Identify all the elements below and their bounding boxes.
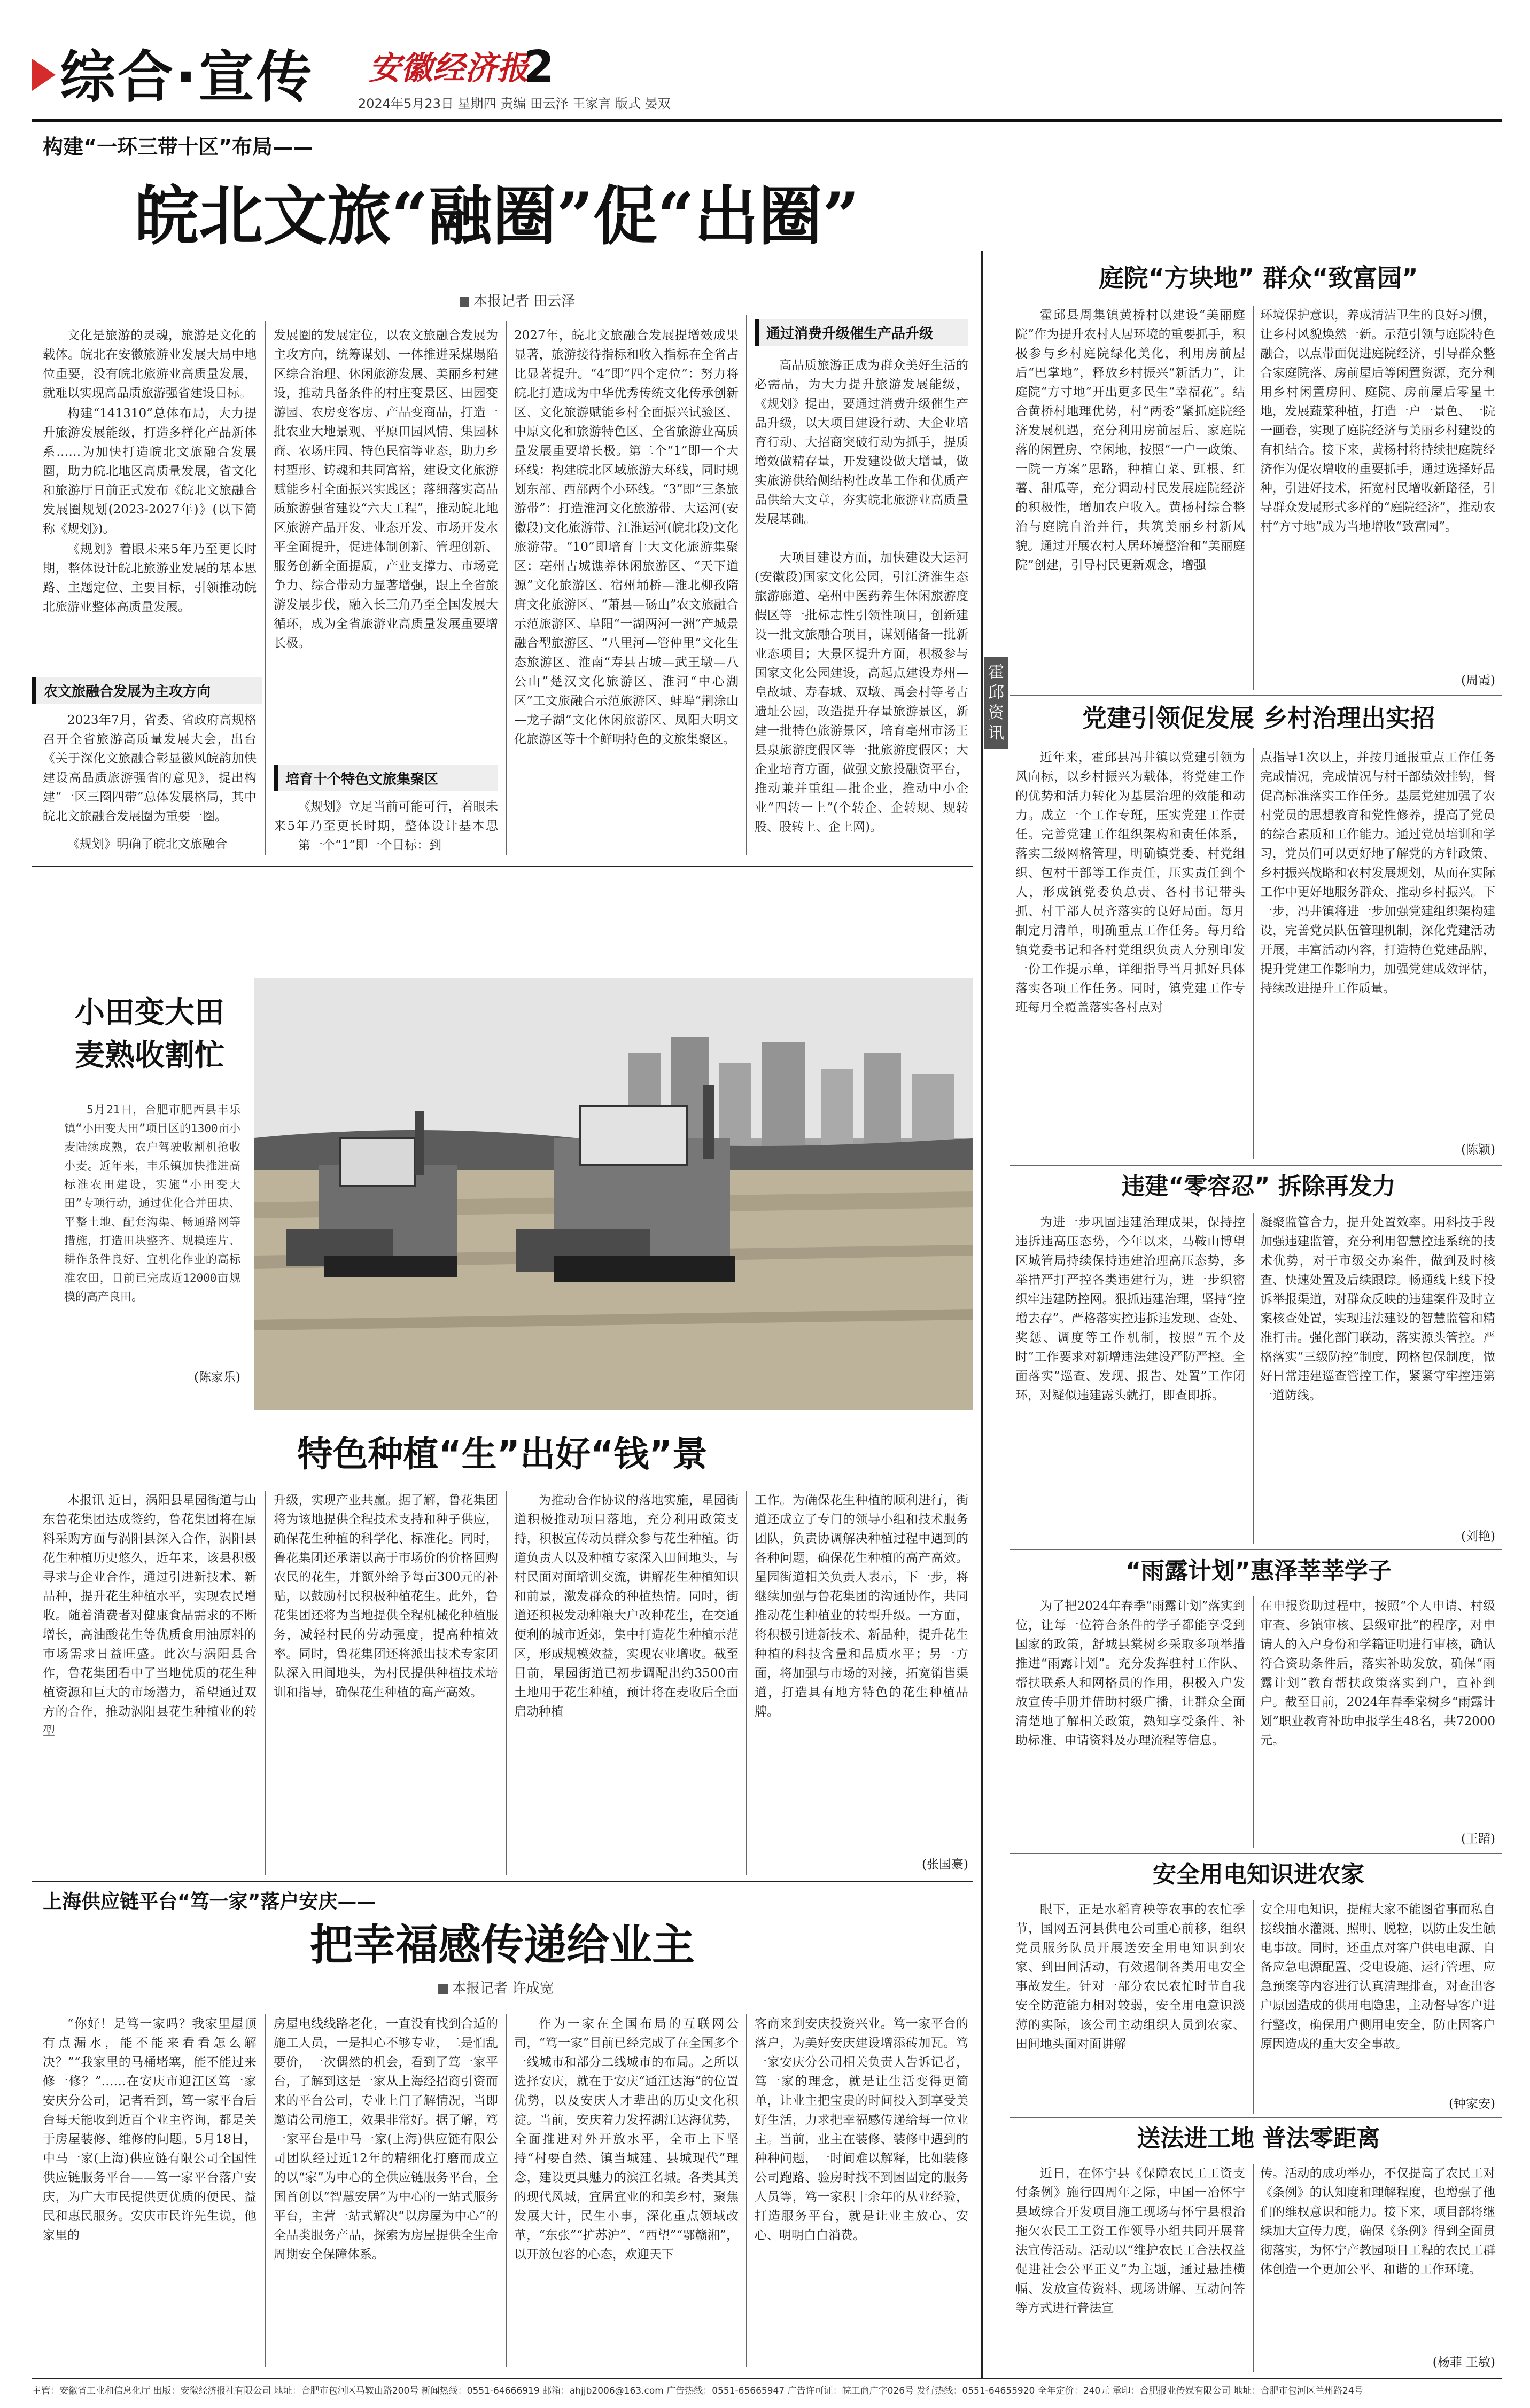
sidebar-s1-credit: (周霞) xyxy=(1461,674,1495,688)
sidebar-s5-credit: (钟家安) xyxy=(1449,2097,1495,2111)
sidebar-s3-credit: (刘艳) xyxy=(1461,1530,1495,1544)
supply-col1: “你好！是笃一家吗？我家里屋顶有点漏水，能不能来看看怎么解决？”“我家里的马桶堵塞，能不能过来修一修？”……在安庆市迎江区笃一家安庆分公司，记者看到，笃一家平台后台每天能收到近百个业主咨询，都是关于房屋装修、维修的问题。5月18日，中马一家(上海)供应链有限公司全国性供应链服务平台——笃一家平台落户安庆，为广大市民提供更优质的便民、益民和惠民服务。安庆市民许先生说，他家里的 xyxy=(43,2017,257,2242)
sidebar-s4-divider xyxy=(1253,1596,1254,1848)
photo-title-line-1: 小田变大田 xyxy=(75,995,224,1030)
photo-caption: 5月21日，合肥市肥西县丰乐镇“小田变大田”项目区的1300亩小麦陆续成熟，农户驾驶收割机抢收小麦。近年来，丰乐镇加快推进高标准农田建设，实施“小田变大田”专项行动，通过优化合并田块、平整土地、配套沟渠、畅通路网等措施，打造田块整齐、规模连片、耕作条件良好、宜机化作业的高标准农田，目前已完成近12000亩规模的高产良田。 xyxy=(64,1103,240,1303)
sidebar-s3-title: 违建“零容忍” 拆除再发力 xyxy=(1121,1173,1396,1200)
peanut-credit: (张国豪) xyxy=(922,1858,968,1872)
photo-title-line-2: 麦熟收割忙 xyxy=(75,1038,224,1073)
sidebar-s5-divider xyxy=(1253,1900,1254,2114)
lead-divider-2 xyxy=(506,321,507,855)
sidebar-s2-rule xyxy=(1010,1165,1502,1166)
sidebar-s6-credit: (杨菲 王敏) xyxy=(1432,2356,1495,2370)
sidebar-s1-rule xyxy=(1010,695,1502,696)
sidebar-s6-title: 送法进工地 普法零距离 xyxy=(1137,2125,1380,2152)
supply-kicker: 上海供应链平台“笃一家”落户安庆—— xyxy=(43,1891,376,1913)
byline-text: 本报记者 许成宽 xyxy=(452,1981,554,1997)
lead-col2-p3: 第一个“1”即一个目标：到 xyxy=(298,838,442,852)
peanut-bottom-rule xyxy=(32,1881,973,1882)
sidebar-s1-title: 庭院“方块地” 群众“致富园” xyxy=(1099,263,1418,292)
byline-text: 本报记者 田云泽 xyxy=(473,293,576,309)
sidebar-s1-col-b: 环境保护意识，养成清洁卫生的良好习惯，让乡村风貌焕然一新。示范引领与庭院特色融合，以点带面促进庭院经济，引导群众整合家庭院落、房前屋后等闲置资源，充分利用乡村闲置房间、庭院、房前屋后零星土地，发展蔬菜种植，打造一户一景色、一院一画卷，实现了庭院经济与美丽乡村建设的有机结合。接下来，黄杨村将持续把庭院经济作为促农增收的重要抓手，通过选择好品种，引进好技术，拓宽村民增收新路径，引导群众发展形式多样的“庭院经济”，推动农村“方寸地”成为当地增收“致富园”。 xyxy=(1260,308,1495,534)
peanut-col4: 工作。为确保花生种植的顺利进行，街道还成立了专门的领导小组和技术服务团队，负责协调解决种植过程中遇到的各种问题，确保花生种植的高产高效。星园街道相关负责人表示，下一步，将继续加强与鲁花集团的沟通协作，共同推动花生种植业的转型升级。一方面，将积极引进新技术、新品种，提升花生种植的科技含量和品质水平；另一方面，将加强与市场的对接，拓宽销售渠道，打造具有地方特色的花生种植品牌。 xyxy=(755,1493,968,1719)
lead-col2-p2: 《规划》立足当前可能可行，着眼未来5年乃至更长时期，整体设计基本思 xyxy=(274,800,498,833)
peanut-col1: 本报讯 近日，涡阳县星园街道与山东鲁花集团达成签约，鲁花集团将在原料采购方面与涡阳县深入合作，涡阳县花生种植历史悠久，近年来，该县积极寻求与企业合作，通过引进新技术、新品种，提升花生种植水平，实现农民增收。随着消费者对健康食品需求的不断增长，高油酸花生等优质食用油原料的市场需求日益旺盛。此次与涡阳县合作，鲁花集团看中了当地优质的花生种植资源和巨大的市场潜力，希望通过双方的合作，推动涡阳县花生种植业的转型 xyxy=(43,1493,257,1738)
byline-square-icon xyxy=(460,297,469,307)
sidebar-left-border xyxy=(981,251,983,2378)
sidebar-s3-col-a: 为进一步巩固违建治理成果，保持控违拆违高压态势，今年以来，马鞍山博望区城管局持续保持违建治理高压态势，多举措严打严控各类违建行为，进一步织密织牢违建防控网。狠抓违建治理，坚持“控增去存”。严格落实控违拆违发现、查处、奖惩、调度等工作机制，按照“五个及时”工作要求对新增违法建设严防严控。全面落实“巡查、发现、报告、处置”工作闭环，对疑似违建露头就打，即查即拆。 xyxy=(1015,1215,1245,1402)
supply-divider-1 xyxy=(265,2014,266,2367)
sidebar-s1-col-a: 霍邱县周集镇黄桥村以建设“美丽庭院”作为提升农村人居环境的重要抓手，积极参与乡村庭院绿化美化，利用房前屋后“巴掌地”，释放乡村振兴“新活力”，让庭院“方寸地”开出更多民生“幸福花”。结合黄桥村地理优势，村“两委”紧抓庭院经济发展机遇，充分利用房前屋后、家庭院落的闲置房、空闲地，按照“一户一政策、一院一方案”思路，种植白菜、豇根、红薯、甜瓜等，充分调动村民发展庭院经济的积极性，增加农户收入。黄杨村综合整治与庭院自治并行，共筑美丽乡村新风貌。通过开展农村人居环境整治和“美丽庭院”创建，引导村民更新观念，增强 xyxy=(1015,308,1245,572)
masthead xyxy=(0,0,1530,144)
lead-subhead-2: 培育十个特色文旅集聚区 xyxy=(274,765,498,791)
sidebar-s2-title: 党建引领促发展 乡村治理出实招 xyxy=(1082,704,1435,732)
lead-col4-p1: 高品质旅游正成为群众美好生活的必需品，为大力提升旅游发展能级，《规划》提出，要通过消费升级催生产品升级，以大项目建设行动、大企业培育行动、大招商突破行动为抓手，提质增效做精存量，开发建设做大增量，做实旅游供给侧结构性改革工作和优质产品供给大文章，夯实皖北旅游业高质量发展基础。 xyxy=(755,359,968,526)
supply-col4: 客商来到安庆投资兴业。笃一家平台的落户，为美好安庆建设增添砖加瓦。笃一家安庆分公司相关负责人告诉记者，笃一家的理念，就是让生活变得更简单，让业主把宝贵的时间投入到享受美好生活，力求把幸福感传递给每一位业主。当前，业主在装修、装修中遇到的种种问题，一时间难以解释，比如装修公司跑路、验房时找不到困固定的服务人员等，笃一家积十余年的从业经验，打造服务平台，就是让业主放心、安心、明明白白消费。 xyxy=(755,2017,968,2242)
supply-byline xyxy=(438,1980,554,1997)
sidebar-s4-title: “雨露计划”惠泽莘莘学子 xyxy=(1125,1557,1392,1585)
lead-col4-p2: 大项目建设方面，加快建设大运河(安徽段)国家文化公园，引江济淮生态旅游廊道、亳州中医药养生休闲旅游度假区等一批标志性引领性项目，创新建设一批文旅融合项目，谋划储备一批新业态项目；大景区提升方面，积极参与国家文化公园建设，高起点建设寿州—皇故城、寿春城、双墩、禹会村等考古遗址公园，改造提升存量旅游景区，新建一批特色旅游景区，培育亳州市汤王县泉旅游度假区等一批旅游度假区；大企业培育方面，做强文旅投融资平台，推动兼并重组—批企业，推动中小企业“四转一上”(个转企、企转规、规转股、股转上、企上网)。 xyxy=(755,551,968,834)
sidebar-s2-col-a: 近年来，霍邱县冯井镇以党建引领为风向标，以乡村振兴为载体，将党建工作的优势和活力转化为基层治理的效能和动力。成立一个工作专班，压实党建工作责任。完善党建工作组织架构和责任体系，落实三级网格管理，明确镇党委、村党组织、包村干部等工作责任，压实责任到个人，形成镇党委负总责、各村书记带头抓、村干部人员齐落实的良好局面。每月制定月清单，明确重点工作任务。每月给镇党委书记和各村党组织负责人分别印发一份工作提示单，详细指导当月抓好具体落实各项工作任务。同时，镇党建工作专班每月全覆盖落实各村点对 xyxy=(1015,751,1245,1015)
lead-kicker: 构建“一环三带十区”布局—— xyxy=(43,135,313,159)
supply-col2: 房屋电线线路老化，一直没有找到合适的施工人员，一是担心不够专业，二是怕乱要价，一次偶然的机会，看到了笃一家平台，了解到这是一家从上海经招商引资而来的平台公司，专业上门了解情况，当即邀请公司施工，效果非常好。据了解，笃一家平台是中马一家(上海)供应链有限公司团队经过近12年的精细化打磨而成立的以“家”为中心的全供应链服务平台，全国首创以“智慧安居”为中心的一站式服务平台，主营一站式解决“以房屋为中心”的全品类服务产品，探索为房屋提供全生命周期安全保障体系。 xyxy=(274,2017,498,2262)
lead-col1-p2: 构建“141310”总体布局，大力提升旅游发展能级，打造多样化产品新体系……为加快打造皖北文旅融合发展圈，助力皖北地区高质量发展，省文化和旅游厅日前正式发布《皖北文旅融合发展圈规划(2023-2027年)》(以下简称《规划》)。 xyxy=(43,407,257,536)
lead-divider-1 xyxy=(265,321,266,855)
lead-col1-p4: 2023年7月，省委、省政府高规格召开全省旅游高质量发展大会，出台《关于深化文旅融合彰显徽风皖韵加快建设高品质旅游强省的意见》，提出构建“一区三圈四带”总体发展格局，其中皖北文旅融合发展圈为重要一圈。 xyxy=(43,713,257,823)
sidebar-s3-divider xyxy=(1253,1213,1254,1544)
peanut-divider-3 xyxy=(746,1491,747,1875)
sidebar-s1-divider xyxy=(1253,306,1254,690)
byline-square-icon xyxy=(438,1984,448,1994)
sidebar-s4-rule xyxy=(1010,1853,1502,1854)
lead-col2-p1: 发展圈的发展定位，以农文旅融合发展为主攻方向，统筹谋划、一体推进采煤塌陷区综合治理、休闲旅游发展、美丽乡村建设，推动具备条件的村庄变景区、田园变游园、农房变客房、产品变商品，打造一批农业大地景观、平原田园风情、集园林商、农场庄园、特色民宿等业态，助力乡村塑形、铸魂和共同富裕，建设文化旅游赋能乡村全面振兴实践区；落细落实高品质旅游强省建设“六大工程”，推动皖北地区旅游产品开发、业态开发、市场开发水平全面提升，促进体制创新、管理创新、服务创新全面提质，产业支撑力、市场竞争力、综合带动力显著增强，跟上全省旅游发展步伐，融入长三角乃至全国发展大循环，成为全省旅游业高质量发展重要增长极。 xyxy=(274,329,498,650)
page-number: 2 xyxy=(524,42,555,92)
lead-headline: 皖北文旅“融圈”促“出圈” xyxy=(134,178,860,254)
sidebar-s4-col-b: 在申报资助过程中，按照“个人申请、村级审查、乡镇审核、县级审批”的程序，对申请人的入户身份和学籍证明进行审核，确认符合资助条件后，落实补助发放，确保“雨露计划”教育帮扶政策落实到户，直补到户。截至目前，2024年春季棠树乡“雨露计划”职业教育补助申报学生48名，共72000元。 xyxy=(1260,1599,1495,1748)
supply-headline: 把幸福感传递给业主 xyxy=(310,1920,695,1970)
lead-col1-p3: 《规划》着眼未来5年乃至更长时期，整体设计皖北旅游业发展的基本思路、主题定位、主要目标，引领推动皖北旅游业整体高质量发展。 xyxy=(43,542,257,614)
peanut-divider-2 xyxy=(506,1491,507,1875)
harvest-photo xyxy=(254,978,973,1410)
peanut-col3: 为推动合作协议的落地实施，星园街道积极推动项目落地，充分利用政策支持，积极宣传动员群众参与花生种植。街道负责人以及种植专家深入田间地头，与村民面对面培训交流，讲解花生种植知识和前景，激发群众的种植热情。同时，街道还积极发动种粮大户改种花生，在交通便利的城市近郊，集中打造花生种植示范区，形成规模效益，实现农业增收。截至目前，星园街道已初步调配出约3500亩土地用于花生种植，预计将在麦收后全面启动种植 xyxy=(514,1493,739,1719)
sidebar-s5-title: 安全用电知识进农家 xyxy=(1153,1861,1364,1888)
sidebar-s5-rule xyxy=(1010,2117,1502,2118)
sidebar-vertical-label: 霍邱资讯 xyxy=(984,657,1008,749)
masthead-rule xyxy=(32,119,1502,122)
lead-bottom-rule xyxy=(32,866,973,867)
lead-col1-p5: 《规划》明确了皖北文旅融合 xyxy=(67,837,227,851)
sidebar-s5-col-a: 眼下，正是水稻育秧等农事的农忙季节，国网五河县供电公司重心前移，组织党员服务队员开展送安全用电知识到农家、到田间活动，有效遏制各类用电安全事故发生。针对一部分农民农忙时节自我安全防范能力相对较弱，安全用电意识淡薄的实际，该公司主动组织人员到农家、田间地头面对面讲解 xyxy=(1015,1903,1245,2051)
section-title: 综合·宣传 xyxy=(60,44,314,110)
sidebar-s2-divider xyxy=(1253,748,1254,1159)
sidebar-s4-credit: (王蹈) xyxy=(1461,1832,1495,1846)
lead-subhead-3: 通过消费升级催生产品升级 xyxy=(755,319,968,346)
paper-name: 安徽经济报 xyxy=(369,50,529,87)
sidebar-s4-col-a: 为了把2024年春季“雨露计划”落实到位，让每一位符合条件的学子都能享受到国家的政策，舒城县棠树乡采取多项举措推进“雨露计划”。充分发挥驻村工作队、帮扶联系人和网格员的作用，积极入户发放宣传手册并借助村级广播，让群众全面清楚地了解相关政策，熟知享受条件、补助标准、申请资料及办理流程等信息。 xyxy=(1015,1599,1245,1748)
photo-credit: (陈家乐) xyxy=(194,1370,240,1384)
footer-imprint: 主管：安徽省工业和信息化厅 出版：安徽经济报社有限公司 地址：合肥市包河区马鞍山路200号 新闻热线：0551-64666919 邮箱：ahjjb2006@163.com 广告热线：0551-65665947 广告许可证：皖工商广字026号 发行热线：0551-64655920 全年定价：240元 承印：合肥报业传媒有限公司 地址：合肥市包河区兰州路24号 xyxy=(32,2386,1363,2396)
sidebar-s6-col-b: 传。活动的成功举办，不仅提高了农民工对《条例》的认知度和理解程度，也增强了他们的维权意识和能力。接下来，项目部将继续加大宣传力度，确保《条例》得到全面贯彻落实，为怀宁产教园项目工程的农民工群体创造一个更加公平、和谐的工作环境。 xyxy=(1260,2167,1495,2277)
peanut-divider-1 xyxy=(265,1491,266,1875)
peanut-col2: 升级，实现产业共赢。据了解，鲁花集团将为该地提供全程技术支持和种子供应，确保花生种植的科学化、标准化。同时，鲁花集团还承诺以高于市场价的价格回购农民的花生，并额外给予每亩300元的补贴，以鼓励村民积极种植花生。此外，鲁花集团还将为当地提供全程机械化种植服务，减轻村民的劳动强度，提高种植效率。同时，鲁花集团还将派出技术专家团队深入田间地头，为村民提供种植技术培训和指导，确保花生种植的高产高效。 xyxy=(274,1493,498,1700)
peanut-headline: 特色种植“生”出好“钱”景 xyxy=(297,1433,708,1475)
lead-col1-p1: 文化是旅游的灵魂，旅游是文化的载体。皖北在安徽旅游业发展大局中地位重要，没有皖北旅游业高质量发展，就难以实现高品质旅游强省建设目标。 xyxy=(43,329,257,400)
sidebar-s3-col-b: 凝聚监管合力，提升处置效率。用科技手段加强违建监管，充分利用智慧控违系统的技术优势，对于市级交办案件，做到及时核查、快速处置及后续跟踪。畅通线上线下投诉举报渠道，对群众反映的违建案件及时立案核查处置，实现违法建设的智慧监管和精准打击。强化部门联动，落实源头管控。严格落实“三级防控”制度，网格包保制度，做好日常违建巡查管控工作，紧紧守牢控违第一道防线。 xyxy=(1260,1215,1495,1402)
supply-divider-3 xyxy=(746,2014,747,2367)
lead-byline xyxy=(460,293,575,310)
masthead-arrow-mark xyxy=(32,59,56,91)
lead-divider-3 xyxy=(746,315,747,855)
harvest-photo-image xyxy=(254,978,973,1410)
date-line: 2024年5月23日 星期四 责编 田云泽 王家言 版式 晏双 xyxy=(358,96,671,111)
footer-rule xyxy=(32,2378,1502,2379)
sidebar-s6-divider xyxy=(1253,2164,1254,2372)
sidebar-s2-col-b: 点指导1次以上，并按月通报重点工作任务完成情况，完成情况与村干部绩效挂钩，督促高标准落实工作任务。基层党建加强了农村党员的思想教育和党性修养，提高了党员的综合素质和工作能力。通过党员培训和学习，党员们可以更好地了解党的方针政策、乡村振兴战略和农村发展规划，从而在实际工作中更好地服务群众、推动乡村振兴。下一步，冯井镇将进一步加强党建组织架构建设，完善党员队伍管理机制，深化党建活动开展，丰富活动内容，打造特色党建品牌，提升党建工作影响力，加强党建成效评估，持续改进提升工作质量。 xyxy=(1260,751,1495,995)
sidebar-s2-credit: (陈颖) xyxy=(1461,1143,1495,1157)
supply-divider-2 xyxy=(506,2014,507,2367)
sidebar-s6-col-a: 近日，在怀宁县《保障农民工工资支付条例》施行四周年之际，中国一冶怀宁县域综合开发项目施工现场与怀宁县根治拖欠农民工工资工作领导小组共同开展普法宣传活动。活动以“维护农民工合法权益 促进社会公平正义”为主题，通过悬挂横幅、发放宣传资料、现场讲解、互动问答等方式进行普法宣 xyxy=(1015,2167,1245,2315)
sidebar-s5-col-b: 安全用电知识，提醒大家不能图省事而私自接线抽水灌溉、照明、脱粒，以防止发生触电事故。同时，还重点对客户供电电源、自备应急电源配置、受电设施、运行管理、应急预案等内容进行认真清理排查，对查出客户原因造成的供用电隐患，主动督导客户进行整改，确保用户侧用电安全，防止因客户原因造成的重大安全事故。 xyxy=(1260,1903,1495,2051)
sidebar-s3-rule xyxy=(1010,1549,1502,1550)
lead-subhead-1: 农文旅融合发展为主攻方向 xyxy=(32,677,262,704)
lead-col3-p1: 2027年，皖北文旅融合发展提增效成果显著，旅游接待指标和收入指标在全省占比显著提升。“4”即“四个定位”：努力将皖北打造成为中华优秀传统文化传承创新区、文化旅游赋能乡村全面振兴试验区、中原文化和旅游特色区、全省旅游业高质量发展重要增长极。第二个“1”即一个大环线：构建皖北区域旅游大环线，同时规划东部、西部两个小环线。“3”即“三条旅游带”：打造淮河文化旅游带、大运河(安徽段)文化旅游带、江淮运河(皖北段)文化旅游带。“10”即培育十大文化旅游集聚区：亳州古城谯养休闲旅游区、“天下道源”文化旅游区、宿州埇桥—淮北柳孜隋唐文化旅游区、“萧县—砀山”农文旅融合示范旅游区、阜阳“一湖两河一洲”产城景融合型旅游区、“八里河—管仲里”文化生态旅游区、淮南“寿县古城—武王墩—八公山”楚汉文化旅游区、淮河“中心湖区”工文旅融合示范旅游区、蚌埠“荆涂山—龙子湖”文化休闲旅游区、凤阳大明文化旅游区等十个鲜明特色的文旅集聚区。 xyxy=(514,329,739,746)
supply-col3: 作为一家在全国布局的互联网公司，“笃一家”目前已经完成了在全国多个一线城市和部分二线城市的布局。之所以选择安庆，就在于安庆“通江达海”的位置优势，以及安庆人才辈出的历史文化积淀。当前，安庆着力发挥湖江达海优势，全面推进对外开放水平，全市上下坚持“村要自然、镇当城建、县城现代”理念，建设更具魅力的滨江名城。各类其美的现代风城，宜居宜业的和美乡村，聚焦发展大计，民生小事，深化重点领域改革，“东张”“扩苏沪”、“西望”“鄂赣湘”，以开放包容的心态，欢迎天下 xyxy=(514,2017,739,2262)
